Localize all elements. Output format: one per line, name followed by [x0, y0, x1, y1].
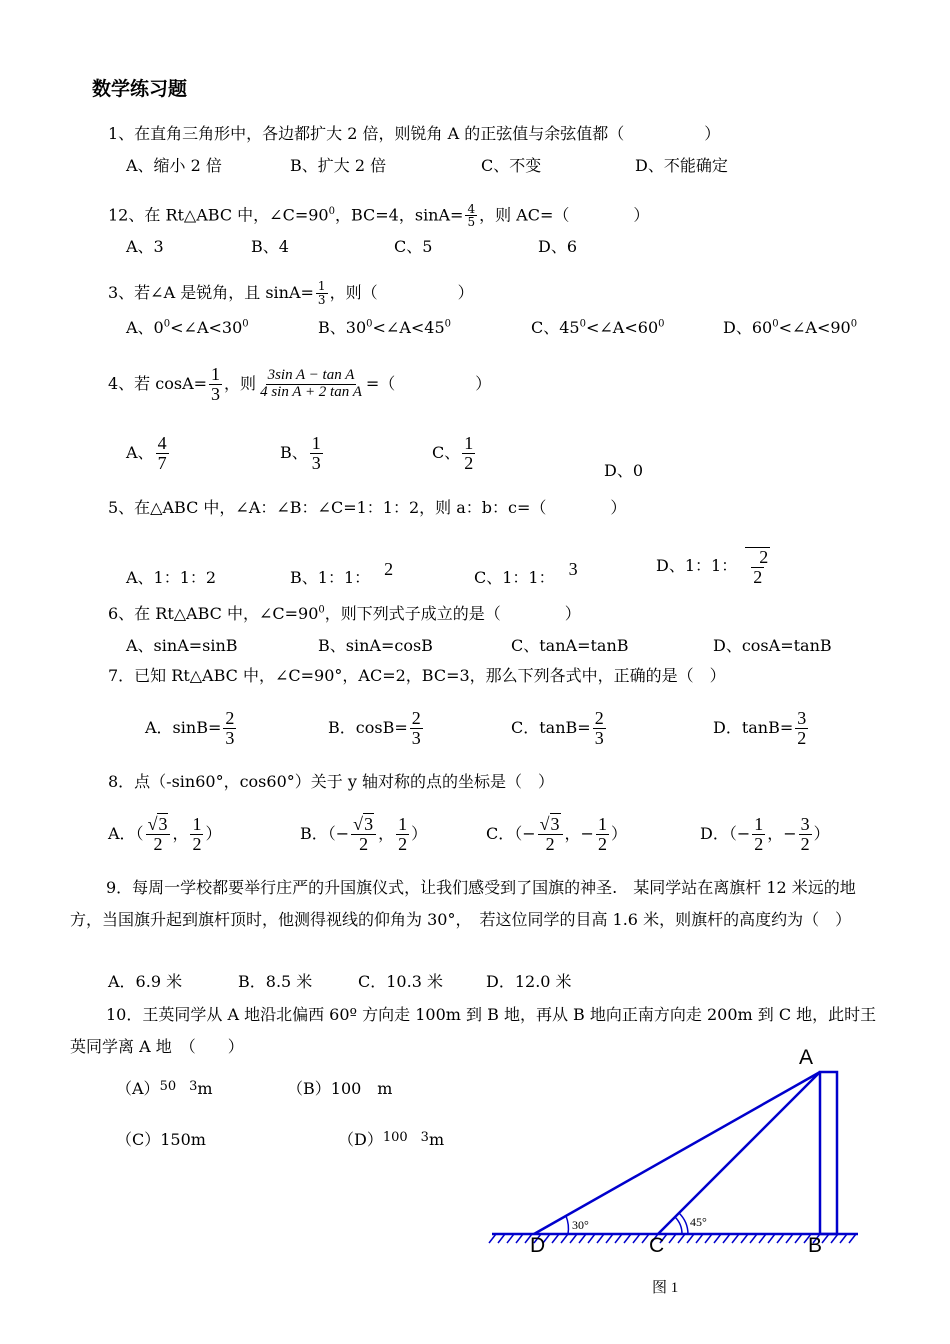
hatch-mark: [588, 1234, 595, 1243]
line-ca: [658, 1072, 820, 1234]
q3-option-b: B、$30^0<\angle A<45^0$: [318, 318, 452, 337]
q3-option-a: A、$0^0<\angle A<30^0$: [126, 318, 249, 337]
hatch-mark: [750, 1234, 757, 1243]
q3-option-c: C、$45^0<\angle A<60^0$: [531, 318, 665, 337]
hatch-mark: [579, 1234, 586, 1243]
q4-option-a: A、 $\frac{4}{7}$: [126, 433, 167, 473]
hatch-mark: [570, 1234, 577, 1243]
q3-fraction: $\frac{1}{3}$: [317, 279, 326, 307]
q7-option-d: D．tanB= $\frac{3}{2}$: [713, 708, 807, 748]
question-8-stem: 8．点（-sin60°，cos60°）关于 y 轴对称的点的坐标是（ ）: [108, 772, 554, 791]
angle-label-45: 45°: [690, 1215, 707, 1229]
hatch-mark: [507, 1234, 514, 1243]
q8-option-d: D．（− $\frac{1}{2}$ ，− $\frac{3}{2}$ ）: [700, 814, 830, 854]
q4-option-d: D、0: [604, 461, 644, 480]
figure-caption: 图 1: [652, 1280, 679, 1296]
q4-option-b: B、 $\frac{1}{3}$: [280, 433, 321, 473]
question-10-text: 10．王英同学从 A 地沿北偏西 60º 方向走 100m 到 B 地，再从 B 地向正南方向走 200m 到 C 地，此时王英同学离 A 地 （ ）: [70, 1005, 877, 1056]
q9-option-b: B．8.5 米: [238, 972, 313, 991]
hatch-mark: [831, 1234, 838, 1243]
q10-option-d: $(D)^{100 3}m$: [338, 1130, 445, 1149]
hatch-mark: [633, 1234, 640, 1243]
label-d: D: [530, 1234, 546, 1257]
hatch-mark: [777, 1234, 784, 1243]
q5-option-a: A、1：1：2: [126, 568, 217, 587]
hatch-mark: [732, 1234, 739, 1243]
q7-option-c: C．tanB= $\frac{2}{3}$: [511, 708, 604, 748]
flagpole: [820, 1072, 837, 1234]
q1-option-a: A、缩小 2 倍: [126, 156, 222, 175]
hatch-mark: [822, 1234, 829, 1243]
hatch-mark: [615, 1234, 622, 1243]
q9-option-d: D．12.0 米: [486, 972, 572, 991]
label-a: A: [799, 1046, 814, 1069]
q5-option-c: C、1：1： 3: [474, 559, 578, 587]
q10-option-b: （B）100 m: [287, 1079, 393, 1098]
question-5-stem: 5、在△ABC 中，∠A：∠B：∠C=1：1：2，则 a：b：c=（ ）: [108, 498, 627, 517]
q8-option-a: A．（ $\frac{√3}{2}$ ， $\frac{1}{2}$ ）: [108, 814, 222, 854]
hatch-mark: [552, 1234, 559, 1243]
q12-option-c: C、5: [394, 237, 433, 256]
q6-option-b: B、sinA=cosB: [318, 636, 433, 655]
question-12-stem: 12、在 Rt△ABC 中，$\angle C=90^0$，BC=4，sinA= $\frac{4}{5}$ ，则 AC=（ ）: [108, 201, 650, 230]
figure-1-diagram: [486, 1040, 876, 1310]
q12-option-d: D、6: [538, 237, 578, 256]
hatch-mark: [741, 1234, 748, 1243]
line-da: [534, 1072, 820, 1234]
q6-option-d: D、cosA=tanB: [713, 636, 832, 655]
hatch-mark: [696, 1234, 703, 1243]
hatch-mark: [498, 1234, 505, 1243]
label-c: C: [649, 1234, 665, 1257]
q10-option-c: （C）150m: [116, 1130, 206, 1149]
hatch-mark: [678, 1234, 685, 1243]
hatch-mark: [669, 1234, 676, 1243]
q10-option-a: $(A)^{50 3}m$: [116, 1079, 213, 1098]
hatch-mark: [606, 1234, 613, 1243]
hatch-mark: [642, 1234, 649, 1243]
question-9-text: 9．每周一学校都要举行庄严的升国旗仪式，让我们感受到了国旗的神圣. 某同学站在离旗杆 12 米远的地方，当国旗升起到旗杆顶时，他测得视线的仰角为 30°， 若这位同学的目高 1.6 米，则旗杆的高度约为（ ）: [70, 878, 856, 929]
q3-option-d: D、$60^0<\angle A<90^0$: [723, 318, 858, 337]
q12-fraction: $\frac{4}{5}$: [467, 201, 476, 230]
hatch-mark: [714, 1234, 721, 1243]
hatch-mark: [759, 1234, 766, 1243]
question-7-stem: 7．已知 Rt△ABC 中，∠C=90°，AC=2，BC=3，那么下列各式中，正确的是（ ）: [108, 666, 726, 685]
page-title: 数学练习题: [92, 78, 188, 100]
hatch-mark: [786, 1234, 793, 1243]
question-3-stem: 3、若∠A 是锐角，且 sinA= $\frac{1}{3}$ ，则（ ）: [108, 279, 474, 307]
question-6-stem: 6、在 Rt△ABC 中，$\angle C=90^0$，则下列式子成立的是（ ）: [108, 604, 581, 623]
q8-option-b: B．（− $\frac{√3}{2}$ ， $\frac{1}{2}$ ）: [300, 814, 428, 854]
hatch-mark: [516, 1234, 523, 1243]
question-1-stem: 1、在直角三角形中，各边都扩大 2 倍，则锐角 A 的正弦值与余弦值都（ ）: [108, 124, 721, 143]
q9-option-c: C．10.3 米: [358, 972, 443, 991]
hatch-mark: [705, 1234, 712, 1243]
q6-option-a: A、sinA=sinB: [126, 636, 238, 655]
hatch-mark: [795, 1234, 802, 1243]
hatch-mark: [624, 1234, 631, 1243]
hatch-mark: [597, 1234, 604, 1243]
hatch-mark: [723, 1234, 730, 1243]
hatch-mark: [849, 1234, 856, 1243]
q12-option-b: B、4: [251, 237, 289, 256]
q1-option-c: C、不变: [481, 156, 542, 175]
q1-option-d: D、不能确定: [635, 156, 728, 175]
angle-arc-d: [566, 1216, 568, 1234]
hatch-mark: [561, 1234, 568, 1243]
q7-option-b: B．cosB= $\frac{2}{3}$: [328, 708, 421, 748]
q12-option-a: A、3: [126, 237, 164, 256]
q4-option-c: C、 $\frac{1}{2}$: [432, 433, 474, 473]
q1-option-b: B、扩大 2 倍: [290, 156, 387, 175]
q4-cos-fraction: $\frac{1}{3}$: [211, 364, 221, 404]
q8-option-c: C．（− $\frac{√3}{2}$ ，− $\frac{1}{2}$ ）: [486, 814, 627, 854]
hatch-mark: [768, 1234, 775, 1243]
hatch-mark: [840, 1234, 847, 1243]
question-4-stem: 4、若 cosA= $\frac{1}{3}$ ，则 $\frac{\text{3sin A − tan A}}{\text{4 sin A + 2 tan A}}$ =（ ）: [108, 364, 492, 404]
q5-option-b: B、1：1： 2: [290, 559, 394, 587]
q7-option-a: A．sinB= $\frac{2}{3}$: [145, 708, 235, 748]
hatch-mark: [687, 1234, 694, 1243]
q5-option-d: D、1：1： $\frac{2}{2}$: [656, 546, 769, 587]
label-b: B: [808, 1234, 823, 1257]
angle-arc-c: [675, 1217, 682, 1234]
hatch-mark: [489, 1234, 496, 1243]
q4-expression: $\frac{\text{3sin A − tan A}}{\text{4 sin A + 2 tan A}}$: [260, 367, 362, 400]
q6-option-c: C、tanA=tanB: [511, 636, 629, 655]
angle-label-30: 30°: [572, 1218, 589, 1232]
q9-option-a: A．6.9 米: [108, 972, 183, 991]
